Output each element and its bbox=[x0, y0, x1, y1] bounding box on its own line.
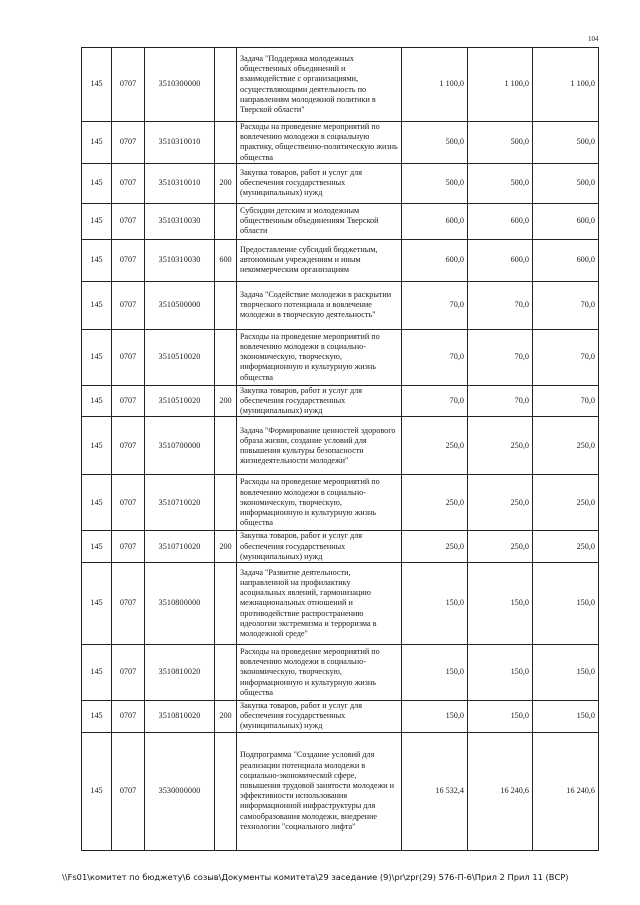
row-amount-year-1: 70,0 bbox=[402, 281, 468, 329]
row-group: 145 bbox=[82, 732, 112, 850]
row-amount-year-1: 250,0 bbox=[402, 531, 468, 563]
row-expense-type: 200 bbox=[215, 701, 237, 733]
row-section: 0707 bbox=[112, 732, 145, 850]
row-amount-year-3: 250,0 bbox=[533, 417, 599, 475]
row-amount-year-3: 150,0 bbox=[533, 645, 599, 701]
row-group: 145 bbox=[82, 385, 112, 417]
row-section: 0707 bbox=[112, 48, 145, 122]
row-target-code: 3510510020 bbox=[145, 329, 215, 385]
row-amount-year-2: 600,0 bbox=[468, 203, 533, 239]
row-expense-type: 200 bbox=[215, 163, 237, 203]
row-section: 0707 bbox=[112, 203, 145, 239]
row-section: 0707 bbox=[112, 163, 145, 203]
row-expense-type bbox=[215, 645, 237, 701]
row-amount-year-3: 500,0 bbox=[533, 163, 599, 203]
row-amount-year-2: 70,0 bbox=[468, 329, 533, 385]
row-amount-year-3: 500,0 bbox=[533, 122, 599, 164]
row-section: 0707 bbox=[112, 645, 145, 701]
row-amount-year-2: 150,0 bbox=[468, 563, 533, 645]
row-amount-year-2: 1 100,0 bbox=[468, 48, 533, 122]
row-amount-year-1: 1 100,0 bbox=[402, 48, 468, 122]
table-row bbox=[82, 281, 599, 329]
row-target-code: 3510310010 bbox=[145, 163, 215, 203]
budget-rows bbox=[82, 48, 599, 851]
row-description: Задача "Развитие деятельности, направленной на профилактику асоциальных явлений, гармонизацию межнациональных отношений и противодействие распространению идеологии экстремизма и терроризма в молодежной среде" bbox=[237, 563, 402, 645]
row-group: 145 bbox=[82, 475, 112, 531]
budget-table bbox=[81, 47, 599, 851]
row-expense-type bbox=[215, 122, 237, 164]
row-group: 145 bbox=[82, 203, 112, 239]
row-amount-year-3: 600,0 bbox=[533, 203, 599, 239]
table-row bbox=[82, 531, 599, 563]
row-group: 145 bbox=[82, 239, 112, 281]
row-description: Закупка товаров, работ и услуг для обеспечения государственных (муниципальных) нужд bbox=[237, 385, 402, 417]
row-group: 145 bbox=[82, 122, 112, 164]
row-amount-year-2: 150,0 bbox=[468, 645, 533, 701]
row-target-code: 3510310030 bbox=[145, 203, 215, 239]
row-section: 0707 bbox=[112, 329, 145, 385]
row-amount-year-2: 500,0 bbox=[468, 163, 533, 203]
row-expense-type bbox=[215, 48, 237, 122]
row-amount-year-2: 250,0 bbox=[468, 417, 533, 475]
row-group: 145 bbox=[82, 281, 112, 329]
row-description: Задача "Поддержка молодежных общественных объединений и взаимодействие с организациями, осуществляющими деятельность по направлениям молодежной политики в Тверской области" bbox=[237, 48, 402, 122]
row-amount-year-1: 600,0 bbox=[402, 239, 468, 281]
row-amount-year-1: 150,0 bbox=[402, 563, 468, 645]
row-target-code: 3510310010 bbox=[145, 122, 215, 164]
row-amount-year-3: 70,0 bbox=[533, 281, 599, 329]
row-amount-year-1: 150,0 bbox=[402, 701, 468, 733]
row-group: 145 bbox=[82, 417, 112, 475]
table-row bbox=[82, 122, 599, 164]
row-description: Закупка товаров, работ и услуг для обеспечения государственных (муниципальных) нужд bbox=[237, 701, 402, 733]
row-amount-year-3: 16 240,6 bbox=[533, 732, 599, 850]
row-amount-year-3: 250,0 bbox=[533, 531, 599, 563]
row-amount-year-2: 250,0 bbox=[468, 475, 533, 531]
table-row bbox=[82, 203, 599, 239]
row-expense-type bbox=[215, 417, 237, 475]
row-amount-year-1: 600,0 bbox=[402, 203, 468, 239]
table-row bbox=[82, 475, 599, 531]
row-description: Подпрограмма "Создание условий для реализации потенциала молодежи в социально-экономической сфере, повышения трудовой занятости молодежи и эффективности использования информационной инфраструктуры для самообразования молодежи, внедрение технологии "социального лифта" bbox=[237, 732, 402, 850]
row-target-code: 3510810020 bbox=[145, 645, 215, 701]
row-description: Расходы на проведение мероприятий по вовлечению молодежи в социально-экономическую, творческую, информационную и культурную жизнь общества bbox=[237, 475, 402, 531]
row-amount-year-1: 70,0 bbox=[402, 329, 468, 385]
row-section: 0707 bbox=[112, 417, 145, 475]
row-group: 145 bbox=[82, 531, 112, 563]
table-row bbox=[82, 645, 599, 701]
row-group: 145 bbox=[82, 563, 112, 645]
row-group: 145 bbox=[82, 645, 112, 701]
table-row bbox=[82, 239, 599, 281]
row-target-code: 3510800000 bbox=[145, 563, 215, 645]
table-row bbox=[82, 701, 599, 733]
row-description: Задача "Содействие молодежи в раскрытии творческого потенциала и вовлечение молодежи в творческую деятельность" bbox=[237, 281, 402, 329]
table-row bbox=[82, 48, 599, 122]
row-amount-year-1: 250,0 bbox=[402, 417, 468, 475]
row-section: 0707 bbox=[112, 239, 145, 281]
page-number: 104 bbox=[588, 35, 599, 43]
row-expense-type bbox=[215, 203, 237, 239]
table-row bbox=[82, 417, 599, 475]
table-row bbox=[82, 385, 599, 417]
row-description: Расходы на проведение мероприятий по вовлечению молодежи в социальную практику, общественно-политическую жизнь общества bbox=[237, 122, 402, 164]
row-section: 0707 bbox=[112, 701, 145, 733]
row-expense-type: 200 bbox=[215, 531, 237, 563]
row-expense-type bbox=[215, 563, 237, 645]
row-amount-year-2: 70,0 bbox=[468, 281, 533, 329]
row-expense-type bbox=[215, 281, 237, 329]
row-expense-type: 200 bbox=[215, 385, 237, 417]
table-row bbox=[82, 732, 599, 850]
row-target-code: 3510510020 bbox=[145, 385, 215, 417]
row-amount-year-2: 16 240,6 bbox=[468, 732, 533, 850]
row-target-code: 3530000000 bbox=[145, 732, 215, 850]
row-target-code: 3510710020 bbox=[145, 531, 215, 563]
row-target-code: 3510700000 bbox=[145, 417, 215, 475]
row-amount-year-3: 250,0 bbox=[533, 475, 599, 531]
row-amount-year-2: 600,0 bbox=[468, 239, 533, 281]
row-target-code: 3510500000 bbox=[145, 281, 215, 329]
row-target-code: 3510310030 bbox=[145, 239, 215, 281]
row-expense-type: 600 bbox=[215, 239, 237, 281]
row-amount-year-2: 500,0 bbox=[468, 122, 533, 164]
row-expense-type bbox=[215, 732, 237, 850]
row-description: Задача "Формирование ценностей здорового образа жизни, создание условий для повышения культуры безопасности жизнедеятельности молодежи" bbox=[237, 417, 402, 475]
row-section: 0707 bbox=[112, 122, 145, 164]
row-section: 0707 bbox=[112, 563, 145, 645]
row-amount-year-2: 70,0 bbox=[468, 385, 533, 417]
row-amount-year-2: 150,0 bbox=[468, 701, 533, 733]
row-amount-year-2: 250,0 bbox=[468, 531, 533, 563]
row-amount-year-3: 150,0 bbox=[533, 701, 599, 733]
row-group: 145 bbox=[82, 48, 112, 122]
row-amount-year-3: 70,0 bbox=[533, 329, 599, 385]
row-target-code: 3510710020 bbox=[145, 475, 215, 531]
row-description: Субсидии детским и молодежным общественным объединениям Тверской области bbox=[237, 203, 402, 239]
row-section: 0707 bbox=[112, 281, 145, 329]
row-target-code: 3510810020 bbox=[145, 701, 215, 733]
table-row bbox=[82, 163, 599, 203]
row-amount-year-1: 16 532,4 bbox=[402, 732, 468, 850]
row-group: 145 bbox=[82, 329, 112, 385]
row-target-code: 3510300000 bbox=[145, 48, 215, 122]
table-row bbox=[82, 329, 599, 385]
row-group: 145 bbox=[82, 701, 112, 733]
table-row bbox=[82, 563, 599, 645]
row-amount-year-3: 70,0 bbox=[533, 385, 599, 417]
row-section: 0707 bbox=[112, 385, 145, 417]
row-section: 0707 bbox=[112, 475, 145, 531]
row-group: 145 bbox=[82, 163, 112, 203]
row-amount-year-1: 500,0 bbox=[402, 163, 468, 203]
row-amount-year-1: 70,0 bbox=[402, 385, 468, 417]
row-amount-year-1: 250,0 bbox=[402, 475, 468, 531]
row-amount-year-3: 1 100,0 bbox=[533, 48, 599, 122]
row-amount-year-1: 500,0 bbox=[402, 122, 468, 164]
file-path-footer: \\Fs01\комитет по бюджету\6 созыв\Документы комитета\29 заседание (9)\pr\zpr(29) 576-П-6\Прил 2 Прил 11 (ВСР) bbox=[62, 872, 569, 882]
row-amount-year-3: 600,0 bbox=[533, 239, 599, 281]
row-description: Закупка товаров, работ и услуг для обеспечения государственных (муниципальных) нужд bbox=[237, 531, 402, 563]
row-amount-year-3: 150,0 bbox=[533, 563, 599, 645]
row-section: 0707 bbox=[112, 531, 145, 563]
row-description: Закупка товаров, работ и услуг для обеспечения государственных (муниципальных) нужд bbox=[237, 163, 402, 203]
row-expense-type bbox=[215, 329, 237, 385]
row-expense-type bbox=[215, 475, 237, 531]
row-description: Расходы на проведение мероприятий по вовлечению молодежи в социально-экономическую, творческую, информационную и культурную жизнь общества bbox=[237, 329, 402, 385]
row-amount-year-1: 150,0 bbox=[402, 645, 468, 701]
row-description: Предоставление субсидий бюджетным, автономным учреждениям и иным некоммерческим организациям bbox=[237, 239, 402, 281]
row-description: Расходы на проведение мероприятий по вовлечению молодежи в социально-экономическую, творческую, информационную и культурную жизнь общества bbox=[237, 645, 402, 701]
